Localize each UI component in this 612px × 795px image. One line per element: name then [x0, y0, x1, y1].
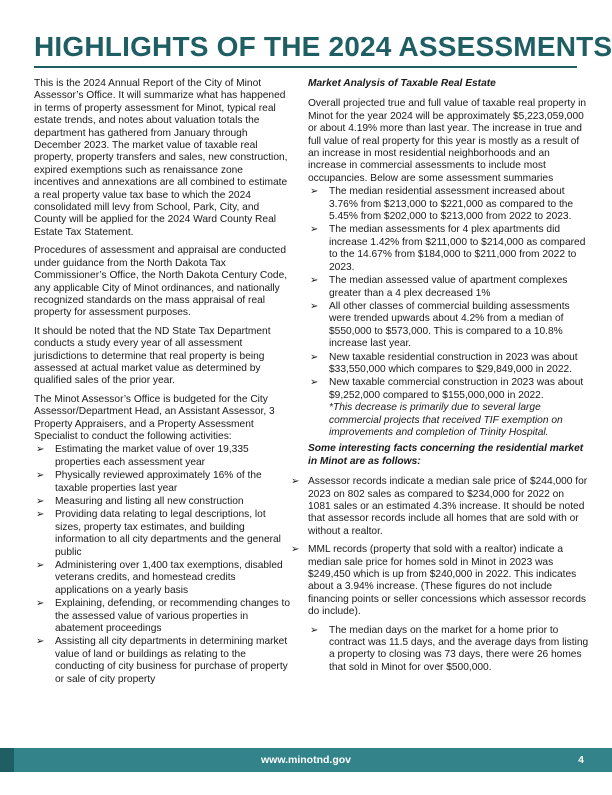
arrowhead-bullet-icon: ➢: [291, 544, 300, 556]
page-title: HIGHLIGHTS OF THE 2024 ASSESSMENTS: [34, 31, 612, 62]
budget-paragraph: The Minot Assessor’s Office is budgeted for the City Assessor/Department Head, an Assistant Assessor, 3 Property Appraisers, and a Property Assessment Specialist to conduct the following activities:: [34, 393, 275, 442]
list-item: ➢ Measuring and listing all new construction: [36, 496, 244, 507]
market-analysis-heading: Market Analysis of Taxable Real Estate: [308, 78, 496, 89]
right-column: [291, 78, 589, 678]
tif-note: *This decrease is primarily due to several large commercial projects that received TIF exemption on improvements and completion of Trinity Hospital.: [329, 402, 563, 438]
list-item: ➢ MML records (property that sold with a realtor) indicate a median sale price for homes sold in Minot in 2023 was $249,450 which is up from $240,000 in 2022. This indicates about a 3.94% increase. (These figures do not include financing points or seller concessions which assessor records do include).: [291, 544, 587, 618]
arrowhead-bullet-icon: ➢: [36, 509, 45, 521]
arrowhead-bullet-icon: ➢: [36, 636, 45, 648]
arrowhead-bullet-icon: ➢: [310, 224, 319, 236]
arrowhead-bullet-icon: ➢: [310, 275, 319, 287]
list-item: ➢ All other classes of commercial building assessments were trended upwards about 4.2% from a median of $550,000 to $573,000. This is compared to a 10.8% increase last year.: [310, 300, 570, 350]
list-item: ➢ Assisting all city departments in determining market value of land or buildings as relating to the conducting of city business for purchase of property or sale of city property: [36, 636, 288, 685]
website-link[interactable]: www.minotnd.gov: [260, 754, 352, 766]
arrowhead-bullet-icon: ➢: [36, 496, 45, 507]
days-on-market-list: [308, 625, 589, 675]
list-item: ➢ New taxable commercial construction in 2023 was about $9,252,000 compared to $155,000,000 in 2022. *This decrease is primarily due to several large commercial projects that received TIF exemption on improvements and completion of Trinity Hospital.: [308, 377, 589, 439]
arrowhead-bullet-icon: ➢: [36, 598, 45, 610]
list-item: ➢ Providing data relating to legal descriptions, lot sizes, property tax estimates, and building information to all city departments and the general public: [36, 509, 281, 558]
list-item: ➢ Assessor records indicate a median sale price of $244,000 for 2023 on 802 sales as compared to $234,000 for 2022 on 1081 sales or an estimated 4.3% increase. It should be noted that assessor records include all homes that are sold with or without a realtor.: [291, 476, 588, 537]
page-number: 4: [578, 754, 584, 766]
list-item: ➢ Explaining, defending, or recommending changes to the assessed value of various properties in abatement proceedings: [36, 598, 291, 635]
arrowhead-bullet-icon: ➢: [310, 377, 319, 389]
state-study-paragraph: It should be noted that the ND State Tax Department conducts a study every year of all assessment jurisdictions to determine that real property is being assessed at actual market value as determined by qualified sales of the prior year.: [34, 325, 271, 387]
left-column: [34, 78, 291, 690]
facts-heading: Some interesting facts concerning the residential market in Minot are as follows:: [308, 443, 584, 467]
arrowhead-bullet-icon: ➢: [310, 624, 319, 636]
list-item: ➢ The median days on the market for a home prior to contract was 11.5 days, and the average days from listing a property to closing was 73 days, there were 26 homes that sold in Minot for over $500,000.: [310, 624, 589, 673]
arrowhead-bullet-icon: ➢: [36, 444, 45, 456]
intro-paragraph: This is the 2024 Annual Report of the City of Minot Assessor’s Office. It will summarize what has happened in terms of property assessment for Minot, typical real estate trends, and notes about valuation totals the department has gathered from January through December 2023. The market value of taxable real property, property transfers and sales, new construction, expired exemptions such as renaissance zone incentives and annexations are all combined to estimate a real property value tax base to which the 2024 consolidated mill levy from School, Park, City, and County will be applied for the 2024 Ward County Real Estate Tax Statement.: [34, 78, 288, 238]
list-item: ➢ New taxable residential construction in 2023 was about $33,550,000 which compares to $29,849,000 in 2022.: [310, 351, 578, 375]
list-item: ➢ Physically reviewed approximately 16% of the taxable properties last year: [36, 470, 262, 494]
list-item: ➢ The median residential assessment increased about 3.76% from $213,000 to $221,000 as compared to the 5.45% from $202,000 to $213,000 from 2022 to 2023.: [310, 186, 574, 223]
arrowhead-bullet-icon: ➢: [310, 300, 319, 312]
overview-paragraph: Overall projected true and full value of taxable real property in Minot for the year 2024 will be approximately $5,223,059,000 or about 4.19% more than last year. The increase in true and full value of real property for this year is mostly as a result of an increase in most residential neighborhoods and an increase in commercial assessments to include most occupancies. Below are some assessment summaries: [308, 98, 587, 184]
activities-list: [34, 444, 291, 686]
list-item: ➢ The median assessed value of apartment complexes greater than a 4 plex decreased 1%: [310, 275, 568, 299]
arrowhead-bullet-icon: ➢: [36, 470, 45, 482]
list-item: ➢ Administering over 1,400 tax exemptions, disabled veterans credits, and homestead credits applications on a yearly basis: [36, 560, 283, 596]
facts-list: [291, 476, 589, 618]
arrowhead-bullet-icon: ➢: [310, 351, 319, 363]
arrowhead-bullet-icon: ➢: [36, 560, 45, 572]
list-item: ➢ Estimating the market value of over 19,335 properties each assessment year: [36, 444, 249, 468]
summaries-list: [308, 186, 589, 439]
list-item: ➢ The median assessments for 4 plex apartments did increase 1.42% from $211,000 to $214,000 as compared to the 14.67% from $184,000 to $211,000 from 2022 to 2023.: [310, 224, 586, 273]
arrowhead-bullet-icon: ➢: [291, 476, 300, 488]
title-divider: [34, 66, 577, 68]
arrowhead-bullet-icon: ➢: [310, 186, 319, 198]
procedures-paragraph: Procedures of assessment and appraisal are conducted under guidance from the North Dakota Tax Commissioner’s Office, the North Dakota Century Code, any applicable City of Minot ordinances, and nationally recognized standards on the mass appraisal of real property for assessment purposes.: [34, 245, 288, 319]
